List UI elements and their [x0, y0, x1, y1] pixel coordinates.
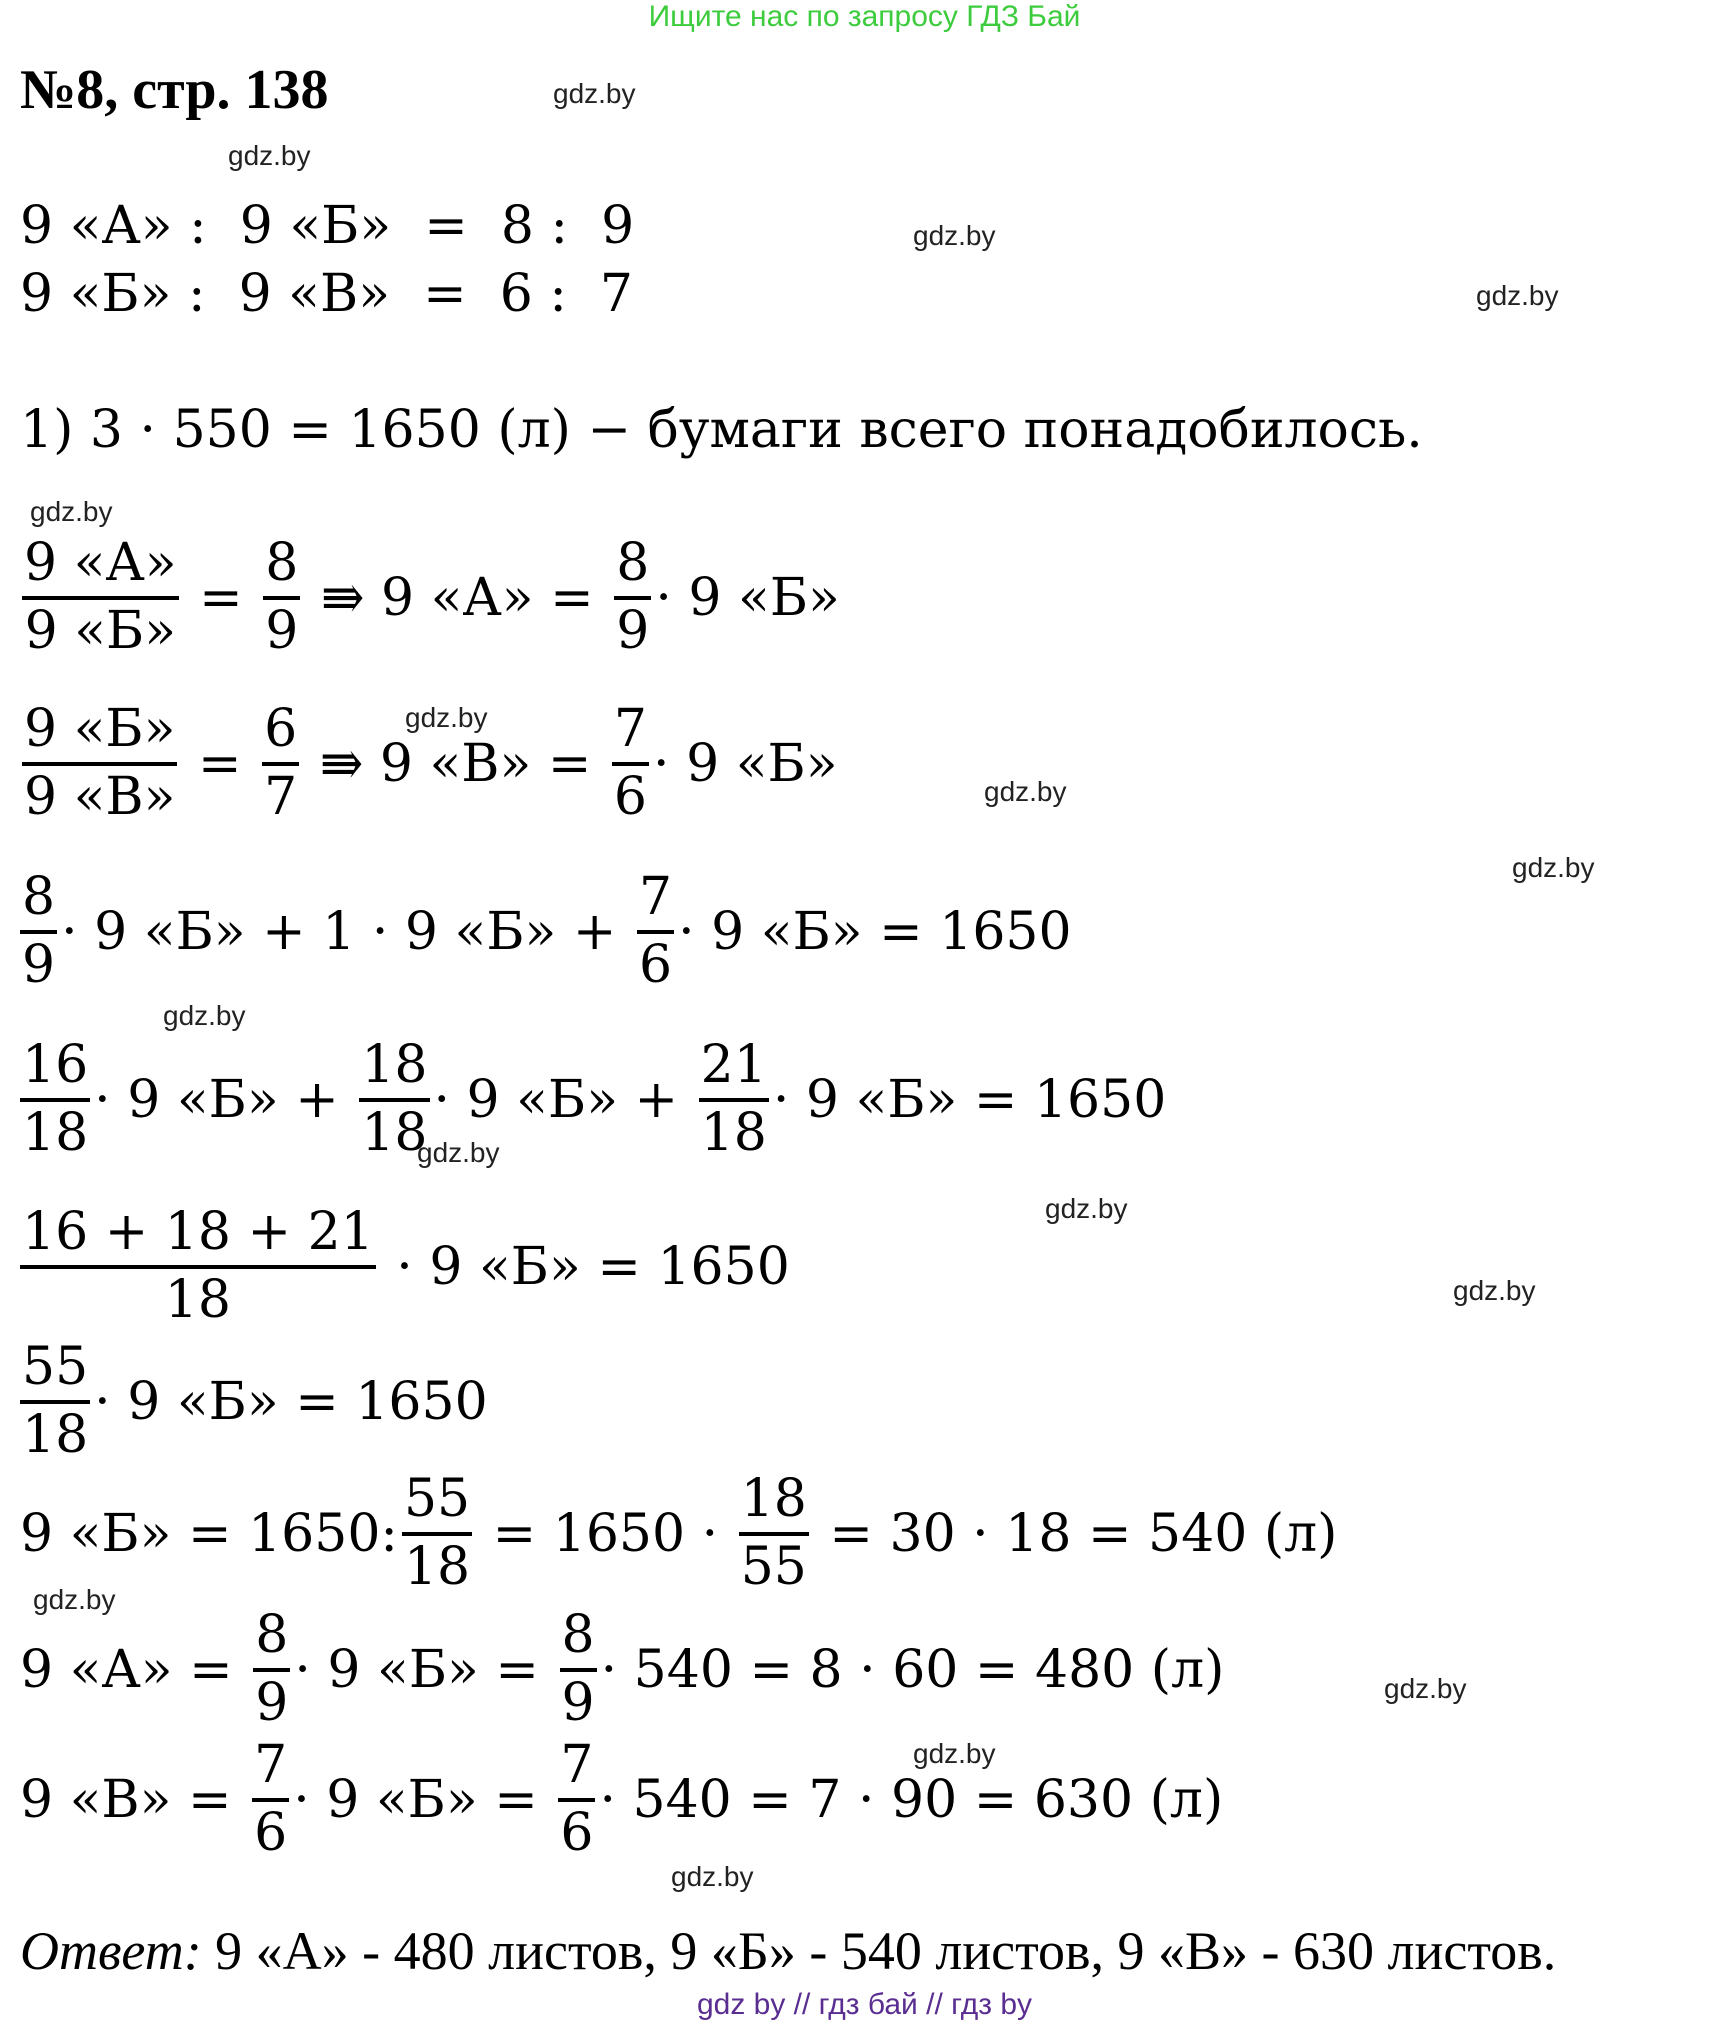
watermark: gdz.by: [1045, 1193, 1128, 1224]
watermark: gdz.by: [417, 1137, 500, 1168]
equation-v-ratio: $\frac{9 «Б»}{9 «В»}$ = $\frac{6}{7}$ ⇛ 9 «В» = $\frac{7}{6}$ · 9 «Б»: [24, 699, 838, 827]
watermark: gdz.by: [1476, 280, 1559, 311]
answer-text: 9 «А» - 480 листов, 9 «Б» - 540 листов, 9 «В» - 630 листов.: [201, 1921, 1557, 1981]
equation-b-result: 9 «Б» = 1650: $\frac{55}{18}$ = 1650 · $\frac{18}{55}$ = 30 · 18 = 540 (л): [20, 1469, 1338, 1597]
ratio-line-1: 9 «А» : 9 «Б» = 8 : 9: [20, 196, 635, 256]
watermark: gdz.by: [913, 1738, 996, 1769]
equation-common-denominator: $\frac{16}{18}$ · 9 «Б» + $\frac{18}{18}$ · 9 «Б» + $\frac{21}{18}$ · 9 «Б» = 1650: [22, 1035, 1167, 1163]
fraction: $\frac{16}{18}$: [22, 1035, 89, 1163]
equation-sum: $\frac{8}{9}$ · 9 «Б» + 1 · 9 «Б» + $\frac{7}{6}$ · 9 «Б» = 1650: [22, 867, 1072, 995]
ratio-line-2: 9 «Б» : 9 «В» = 6 : 7: [20, 264, 633, 324]
fraction: $\frac{7}{6}$: [560, 1735, 594, 1863]
watermark: gdz.by: [1453, 1275, 1536, 1306]
fraction: $\frac{55}{18}$: [403, 1469, 471, 1597]
fraction: $\frac{18}{18}$: [361, 1035, 428, 1163]
watermark: gdz.by: [984, 776, 1067, 807]
fraction: $\frac{21}{18}$: [700, 1035, 767, 1163]
footer-links: gdz by // гдз бай // гдз by: [696, 1988, 1033, 2021]
step-1: 1) 3 · 550 = 1650 (л) − бумаги всего понадобилось.: [20, 400, 1423, 460]
watermark: gdz.by: [913, 220, 996, 251]
fraction: $\frac{55}{18}$: [22, 1337, 89, 1465]
watermark: gdz.by: [33, 1584, 116, 1615]
equation-combined: $\frac{16 + 18 + 21}{18}$ · 9 «Б» = 1650: [22, 1202, 790, 1330]
watermark: gdz.by: [228, 140, 311, 171]
equation-a-result: 9 «А» = $\frac{8}{9}$ · 9 «Б» = $\frac{8}{9}$ · 540 = 8 · 60 = 480 (л): [20, 1605, 1225, 1733]
fraction: $\frac{7}{6}$: [613, 699, 648, 827]
equation-a-ratio: $\frac{9 «А»}{9 «Б»}$ = $\frac{8}{9}$ ⇛ 9 «А» = $\frac{8}{9}$ · 9 «Б»: [24, 533, 840, 661]
fraction: $\frac{8}{9}$: [616, 533, 650, 661]
watermark: gdz.by: [671, 1861, 754, 1892]
page-title: №8, стр. 138: [20, 59, 329, 121]
fraction: $\frac{8}{9}$: [22, 867, 56, 995]
watermark: gdz.by: [163, 1000, 246, 1031]
watermark: gdz.by: [405, 702, 488, 733]
watermark: gdz.by: [1384, 1673, 1467, 1704]
fraction: $\frac{8}{9}$: [561, 1605, 595, 1733]
equation-v-result: 9 «В» = $\frac{7}{6}$ · 9 «Б» = $\frac{7}{6}$ · 540 = 7 · 90 = 630 (л): [20, 1735, 1224, 1863]
answer-label: Ответ:: [20, 1921, 202, 1981]
fraction: $\frac{7}{6}$: [639, 867, 673, 995]
answer-line: [20, 1920, 1556, 1982]
fraction: $\frac{8}{9}$: [255, 1605, 289, 1733]
fraction: $\frac{9 «А»}{9 «Б»}$: [24, 533, 177, 661]
top-banner: Ищите нас по запросу ГДЗ Бай: [648, 0, 1081, 33]
fraction: $\frac{8}{9}$: [265, 533, 299, 661]
fraction: $\frac{9 «Б»}{9 «В»}$: [24, 699, 176, 827]
fraction: $\frac{7}{6}$: [254, 1735, 288, 1863]
watermark: gdz.by: [553, 78, 636, 109]
fraction: $\frac{18}{55}$: [740, 1469, 807, 1597]
watermark: gdz.by: [1512, 852, 1595, 883]
equation-simplified: $\frac{55}{18}$ · 9 «Б» = 1650: [22, 1337, 488, 1465]
fraction: $\frac{6}{7}$: [264, 699, 298, 827]
watermark: gdz.by: [30, 496, 113, 527]
fraction: $\frac{16 + 18 + 21}{18}$: [22, 1202, 374, 1330]
